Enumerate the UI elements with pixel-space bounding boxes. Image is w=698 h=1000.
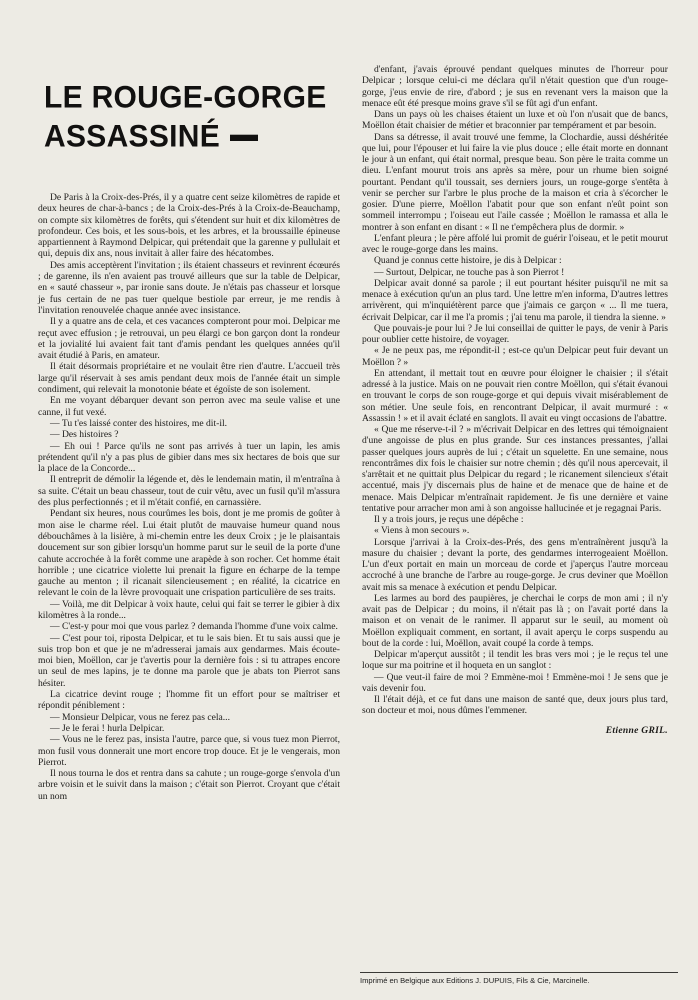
title-line-2-text: ASSASSINÉ: [44, 118, 221, 154]
story-paragraph: d'enfant, j'avais éprouvé pendant quelques minutes de l'horreur pour Delpicar ; lorsque celui-ci me déclara qu'il n'était question que d'un rouge-gorge, j'eus envie de rire, d'abord ; je sus en revenant vers la maison que la menace eût été presque moins grave s'il se fût agi d'un enfant.: [362, 64, 668, 109]
story-paragraph: Dans un pays où les chaises étaient un luxe et où l'on n'usait que de bancs, Moëllon était chaisier de métier et braconnier par tempérament et par besoin.: [362, 109, 668, 132]
story-paragraph: Delpicar m'aperçut aussitôt ; il tendit les bras vers moi ; je le reçus tel une loque sur ma poitrine et il hoqueta en un sanglot :: [362, 649, 668, 672]
story-paragraph: — Des histoires ?: [50, 429, 119, 441]
story-paragraph: Quand je connus cette histoire, je dis à Delpicar :: [374, 255, 562, 267]
story-paragraph: — C'est-y pour moi que vous parlez ? demanda l'homme d'une voix calme.: [50, 621, 338, 633]
story-paragraph: Lorsque j'arrivai à la Croix-des-Prés, des gens m'entraînèrent jusqu'à la masure du chaisier ; devant la porte, des gendarmes interrogeaient Moëllon. L'un d'eux portait en main un morceau de corde et j'aperçus l'autre morceau accroché à une branche de l'arbre au rouge-gorge. Je crus deviner que Moëllon avait mis sa menace à exécution et pendu Delpicar.: [362, 536, 668, 593]
story-paragraph: La cicatrice devint rouge ; l'homme fit un effort pour se maîtriser et répondit péniblement :: [38, 689, 340, 712]
story-paragraph: Il l'était déjà, et ce fut dans une maison de santé que, deux jours plus tard, son docteur et moi, nous dûmes l'emmener.: [362, 694, 668, 717]
story-paragraph: En me voyant débarquer devant son perron avec ma seule valise et une canne, il fut vexé.: [38, 395, 340, 418]
left-column-text: [38, 192, 340, 802]
story-paragraph: Il y a trois jours, je reçus une dépêche :: [374, 514, 524, 525]
story-paragraph: — Je le ferai ! hurla Delpicar.: [50, 722, 165, 734]
story-paragraph: — Que veut-il faire de moi ? Emmène-moi ! Emmène-moi ! Je sens que je vais devenir fou.: [362, 671, 668, 694]
story-paragraph: — Monsieur Delpicar, vous ne ferez pas cela...: [50, 711, 230, 723]
story-paragraph: Dans sa détresse, il avait trouvé une femme, la Clochardie, aussi déshéritée que lui, pour l'épouser et lui faire la vie plus douce ; elle était morte en donnant le jour à un enfant, qui était normal, presque beau. Son père le traita comme un dieu. L'enfant mourut trois ans après sa mère, pour un rhume bien soigné pourtant. Pendant qu'il toussait, ses derniers jours, un rouge-gorge s'entêta à venir se percher sur l'arbre le plus proche de la maison et cria à s'écorcher le gosier. D'une pierre, Moëllon l'abatit pour que son enfant n'eût point son sommeil interrompu ; l'oiseau eut l'aile cassée ; Moëllon le ramassa et alla le montrer à son enfant en disant : « Il ne t'empêchera plus de dormir. »: [362, 131, 668, 233]
story-paragraph: Pendant six heures, nous courûmes les bois, dont je me promis de goûter à mon aise le charme réel. Lui était plutôt de mauvaise humeur quand nous débouchâmes à la lisière, à mi-chemin entre les deux Croix ; je le plaisantais doucement sur son gibier lorsqu'un homme parut sur le seuil de la porte d'une cahute accrochée à la forêt comme une arapède à son rocher. Cet homme était horrible ; une cicatrice violette lui prenait la figure en écharpe de la tempe gauche au menton ; il ricanait silencieusement ; en réalité, la cicatrice en relevant le coin de la lèvre provoquait une crispation particulière de ses traits.: [38, 508, 340, 599]
story-paragraph: De Paris à la Croix-des-Prés, il y a quatre cent seize kilomètres de rapide et deux heures de char-à-bancs ; de la Croix-des-Prés à la Croix-de-Beauchamp, on compte six kilomètres de forêts, qui s'étendent sur huit et dix kilomètres de profondeur. Ces bois, et les sous-bois, et les arbres, et la broussaille épineuse appartiennent à Raymond Delpicar, qui prétendait que la garenne y pullulait et qui, depuis dix ans, nous invitait à aller faire des hécatombes.: [38, 192, 340, 260]
printer-imprint: Imprimé en Belgique aux Editions J. DUPUIS, Fils & Cie, Marcinelle.: [360, 972, 678, 986]
story-paragraph: Il nous tourna le dos et rentra dans sa cahute ; un rouge-gorge s'envola d'un arbre voisin et le suivit dans la maison ; c'était son Pierrot. Croyant que c'était un nom: [38, 768, 340, 802]
author-signature: Etienne GRIL.: [605, 724, 668, 736]
story-title: [38, 78, 340, 156]
story-paragraph: Il était désormais propriétaire et ne voulait être rien d'autre. L'accueil très large qu'il réservait à ses amis pendant deux mois de l'année était un simple condiment, qui relevait la monotonie béate et égoïste de son isolement.: [38, 361, 340, 396]
story-paragraph: En attendant, il mettait tout en œuvre pour éloigner le chaisier ; il s'était adressé à la justice. Mais on ne pouvait rien contre Moëllon, qui s'était évanoui en trouvant le corps de son rouge-gorge et qui depuis vivait misérablement de son métier. Une seule fois, en rencontrant Delpicar, il avait murmuré : « Assassin ! » et il avait éclaté en sanglots. Il avait eu vingt occasions de l'abattre.: [362, 367, 668, 424]
story-paragraph: « Que me réserve-t-il ? » m'écrivait Delpicar en des lettres qui témoignaient d'une angoisse de plus en plus grande. Sur ces instances pressantes, j'allai passer quelques jours auprès de lui ; c'était un squelette. En une semaine, nous rencontrâmes dix fois le chaisier sur notre chemin ; dès qu'il nous apercevait, il s'arrêtait et ne quittait plus Delpicar du regard ; le ricanement silencieux s'était accentué, mais j'y discernais plus de haine et de menace que de haine et de menace. Mais Delpicar m'entraînait rapidement. Je fis une dernière et vaine tentative pour arracher mon ami à son angoisse hallucinée et je regagnai Paris.: [362, 424, 668, 514]
story-paragraph: Les larmes au bord des paupières, je cherchai le corps de mon ami ; il n'y avait pas de Delpicar ; du moins, il n'était pas là ; on l'avait porté dans la maison et on venait de le ranimer. Il apparut sur le seuil, au moment où Moëllon expliquait comment, en sortant, il avait aperçu le corps suspendu au bout de la corde : lui, Moëllon, avait coupé la corde à temps.: [362, 592, 668, 649]
title-dash: [230, 135, 258, 141]
story-paragraph: Delpicar avait donné sa parole ; il eut pourtant hésiter puisqu'il ne mit sa menace à exécution qu'un an plus tard. Une lettre m'en informa, D'autres lettres arrivèrent, qui m'inquiétèrent parce que j'aimais ce garçon « ... Il me tuera, écrivait Delpicar, car il me l'a promis ; j'ai tenu ma parole, il tiendra la sienne. »: [362, 277, 668, 323]
story-paragraph: — Vous ne le ferez pas, insista l'autre, parce que, si vous tuez mon Pierrot, mon fusil vous donnerait une mort encore trop douce. Et je le vengerais, mon Pierrot.: [38, 734, 340, 768]
story-paragraph: — Tu t'es laissé conter des histoires, me dit-il.: [50, 417, 228, 429]
story-paragraph: Que pouvais-je pour lui ? Je lui conseillai de quitter le pays, de venir à Paris pour oublier cette histoire, de voyager.: [362, 322, 668, 345]
left-column: [38, 0, 340, 802]
story-paragraph: Des amis acceptèrent l'invitation ; ils étaient chasseurs et revinrent écœurés ; de garenne, ils n'en avaient pas trouvé ailleurs que sur la table de Delpicar, en « sauté chasseur », par ironie sans doute. Je n'étais pas chasseur et lorsque je fus certain de ne pas tuer quelque bestiole par erreur, je me rendis à l'invitation renouvelée chaque année avec insistance.: [38, 259, 340, 316]
story-paragraph: « Viens à mon secours ».: [374, 525, 470, 537]
story-paragraph: L'enfant pleura ; le père affolé lui promit de guérir l'oiseau, et le petit mourut avec le rouge-gorge dans les mains.: [362, 232, 668, 255]
title-line-2: [44, 117, 340, 156]
story-paragraph: « Je ne peux pas, me répondit-il ; est-ce qu'un Delpicar peut fuir devant un Moëllon ? »: [362, 345, 668, 368]
right-column: [362, 64, 668, 736]
right-column-text: [362, 64, 668, 717]
story-paragraph: Il y a quatre ans de cela, et ces vacances compteront pour moi. Delpicar me reçut avec effusion ; je retrouvai, un peu élargi ce bon garçon dont la rondeur et la jovialité lui avaient fait tant d'amis pendant les quelques années qu'il avait étudié à Paris, en amateur.: [38, 316, 340, 362]
title-line-1: LE ROUGE-GORGE: [44, 80, 327, 115]
story-paragraph: — Voilà, me dit Delpicar à voix haute, celui qui fait se terrer le gibier à dix kilomètres à la ronde...: [38, 598, 340, 621]
story-paragraph: — Surtout, Delpicar, ne touche pas à son Pierrot !: [374, 266, 565, 278]
story-paragraph: — C'est pour toi, riposta Delpicar, et tu le sais bien. Et tu sais aussi que je suis trop bon et que je ne m'adresserai jamais aux gendarmes. Mais écoute-moi bien, Moëllon, car je t'avertis pour la dernière fois : si tu attrapes encore un seul de mes lapins, je te donne ma parole que je abats ton Pierrot sans hésiter.: [38, 632, 340, 689]
story-paragraph: — Eh oui ! Parce qu'ils ne sont pas arrivés à tuer un lapin, les amis prétendent qu'il n'y a pas plus de gibier dans mes six hectares de bois que sur la place de la Concorde...: [38, 440, 340, 475]
story-paragraph: Il entreprit de démolir la légende et, dès le lendemain matin, il m'entraîna à sa suite. C'était un beau chasseur, tout de cuir vêtu, avec un fusil qu'il m'assura des plus perfectionnés ; et il m'était confié, en carnassière.: [38, 474, 340, 509]
